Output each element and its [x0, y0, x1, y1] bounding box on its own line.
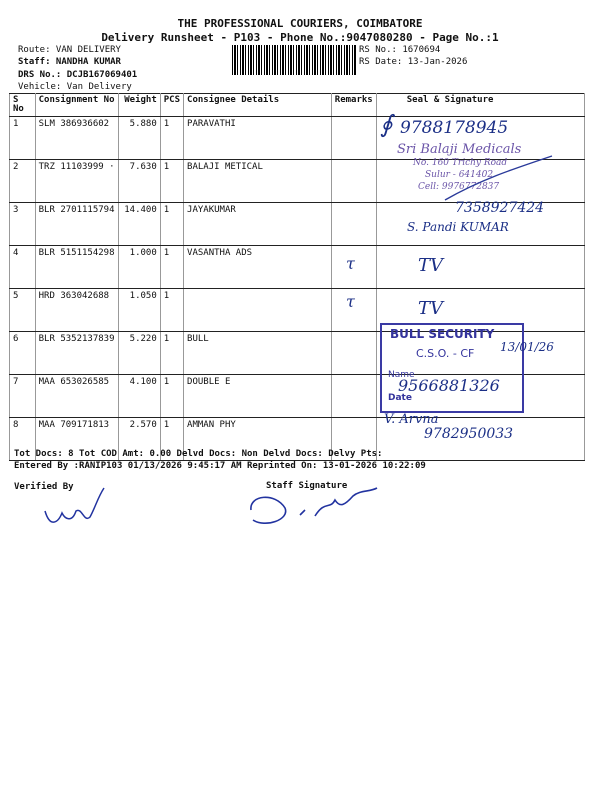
row-pcs: 1 — [160, 203, 183, 246]
signature-scribble: ∮ — [380, 110, 393, 138]
row-sno: 4 — [10, 246, 36, 289]
verified-by-label: Verified By — [14, 482, 74, 492]
staff-signature — [245, 480, 385, 530]
handwritten-initials: TV — [418, 298, 444, 319]
row-consignment: SLM 386936602 — [35, 117, 118, 160]
row-consignment: MAA 653026585 — [35, 375, 118, 418]
col-weight: Weight — [118, 94, 160, 117]
row-consignment: TRZ 11103999 · — [35, 160, 118, 203]
stamp-name-label: Name — [388, 370, 415, 380]
row-signature — [376, 246, 584, 289]
handwritten-phone: 9782950033 — [424, 426, 514, 442]
row-consignment: BLR 2701115794 — [35, 203, 118, 246]
row-weight: 5.220 — [118, 332, 160, 375]
entered-by-line: Entered By :RANIP103 01/13/2026 9:45:17 AM Reprinted On: 13-01-2026 10:22:09 — [14, 461, 426, 471]
row-pcs: 1 — [160, 117, 183, 160]
row-consignee — [184, 289, 332, 332]
row-consignee: VASANTHA ADS — [184, 246, 332, 289]
row-consignee: BULL — [184, 332, 332, 375]
handwritten-phone: 7358927424 — [455, 200, 545, 216]
row-pcs: 1 — [160, 289, 183, 332]
row-pcs: 1 — [160, 375, 183, 418]
row-pcs: 1 — [160, 332, 183, 375]
row-consignee: JAYAKUMAR — [184, 203, 332, 246]
row-sno: 2 — [10, 160, 36, 203]
handwritten-phone: 9788178945 — [400, 118, 509, 138]
row-weight: 2.570 — [118, 418, 160, 461]
rs-number: RS No.: 1670694 — [359, 45, 441, 55]
row-sno: 8 — [10, 418, 36, 461]
row-sno: 5 — [10, 289, 36, 332]
row-consignment: BLR 5151154298 — [35, 246, 118, 289]
row-sno: 3 — [10, 203, 36, 246]
row-consignee: DOUBLE E — [184, 375, 332, 418]
stamp-subtitle: C.S.O. - CF — [416, 347, 475, 360]
stamp-title: BULL SECURITY — [390, 327, 495, 341]
staff-signature-label: Staff Signature — [266, 481, 348, 491]
handwritten-phone: 9566881326 — [398, 376, 500, 395]
row-weight: 1.050 — [118, 289, 160, 332]
row-sno: 6 — [10, 332, 36, 375]
row-pcs: 1 — [160, 418, 183, 461]
handwritten-initials: TV — [418, 255, 444, 276]
verified-signature — [40, 483, 110, 528]
row-pcs: 1 — [160, 160, 183, 203]
handwritten-date: 13/01/26 — [500, 340, 554, 354]
route-label: Route: VAN DELIVERY — [18, 45, 121, 55]
pharmacy-stamp-name: Sri Balaji Medicals — [397, 142, 522, 157]
row-weight: 5.880 — [118, 117, 160, 160]
col-consignee: Consignee Details — [184, 94, 332, 117]
vehicle-label: Vehicle: Van Delivery — [18, 82, 132, 92]
col-pcs: PCS — [160, 94, 183, 117]
stamp-date-label: Date — [388, 393, 412, 403]
table-row — [10, 246, 585, 289]
row-weight: 14.400 — [118, 203, 160, 246]
row-remarks — [331, 117, 376, 160]
security-stamp — [380, 323, 524, 413]
col-seal-signature: Seal & Signature — [376, 94, 584, 117]
row-sno: 1 — [10, 117, 36, 160]
row-consignment: HRD 363042688 — [35, 289, 118, 332]
rs-date: RS Date: 13-Jan-2026 — [359, 57, 468, 67]
row-remarks — [331, 160, 376, 203]
col-consignment: Consignment No — [35, 94, 118, 117]
drs-number: DRS No.: DCJB167069401 — [18, 70, 138, 80]
runsheet-subtitle: Delivery Runsheet - P103 - Phone No.:9047080280 - Page No.:1 — [101, 31, 499, 44]
row-sno: 7 — [10, 375, 36, 418]
remark-mark: τ — [346, 254, 355, 273]
handwritten-name: S. Pandi KUMAR — [407, 220, 509, 234]
row-weight: 1.000 — [118, 246, 160, 289]
row-remarks — [331, 203, 376, 246]
company-title: THE PROFESSIONAL COURIERS, COIMBATORE — [177, 17, 423, 30]
row-remarks — [331, 332, 376, 375]
row-consignee: PARAVATHI — [184, 117, 332, 160]
table-header-row — [10, 94, 585, 117]
row-consignment: BLR 5352137839 — [35, 332, 118, 375]
handwritten-name: V. Arvna — [384, 412, 439, 427]
row-remarks — [331, 375, 376, 418]
row-consignee: BALAJI METICAL — [184, 160, 332, 203]
row-pcs: 1 — [160, 246, 183, 289]
pharmacy-stamp-address: No. 160 Trichy Road — [413, 158, 508, 168]
totals-line: Tot Docs: 8 Tot COD Amt: 0.00 Delvd Docs: Non Delvd Docs: Delvy Pts: — [14, 449, 383, 459]
col-remarks: Remarks — [331, 94, 376, 117]
row-consignee: AMMAN PHY — [184, 418, 332, 461]
col-sno: S No — [10, 94, 36, 117]
pharmacy-stamp-city: Sulur - 641402 — [425, 170, 494, 180]
barcode-image — [232, 45, 356, 75]
row-weight: 4.100 — [118, 375, 160, 418]
remark-mark: τ — [346, 292, 355, 311]
staff-label: Staff: NANDHA KUMAR — [18, 57, 121, 67]
row-weight: 7.630 — [118, 160, 160, 203]
row-consignment: MAA 709171813 — [35, 418, 118, 461]
pharmacy-stamp-cell: Cell: 9976772837 — [418, 182, 500, 192]
